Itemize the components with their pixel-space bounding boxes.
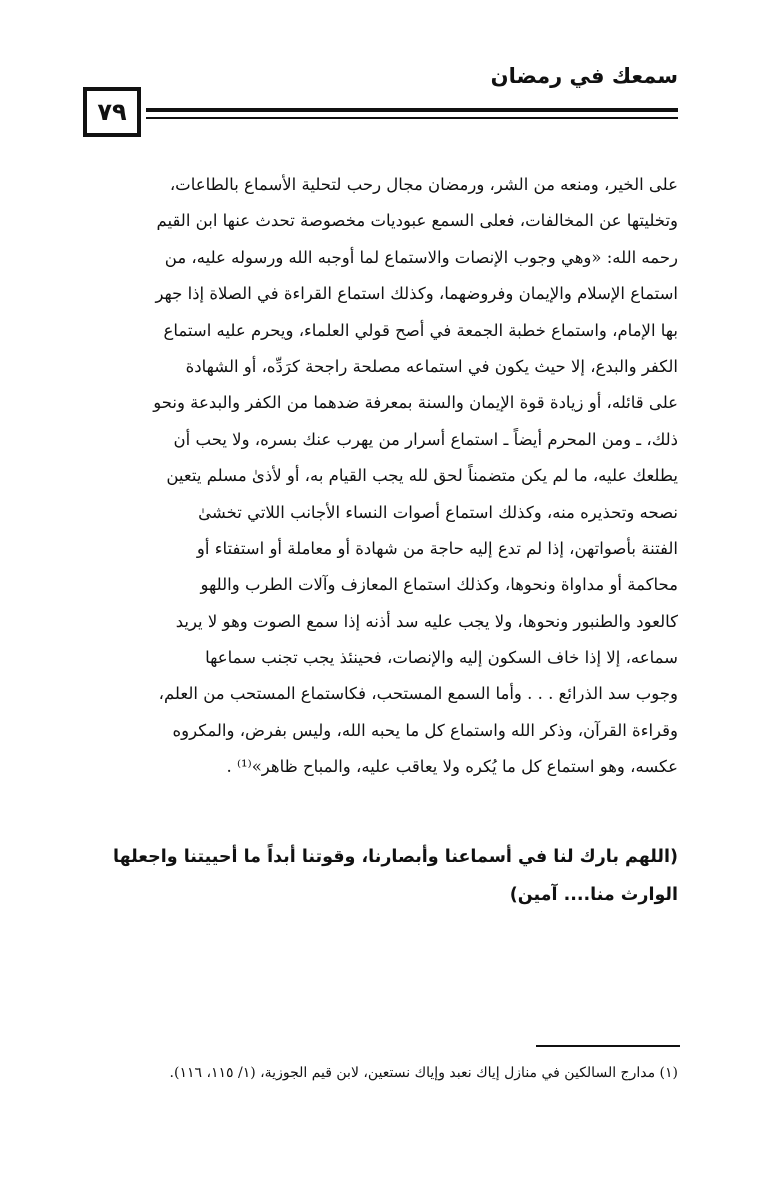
paragraph-line: استماع الإسلام والإيمان وفروضهما، وكذلك استماع القراءة في الصلاة إذا جهر [155, 284, 678, 304]
paragraph-line: سماعه، إلا إذا خاف السكون إليه والإنصات، فحينئذ يجب تجنب سماعها [205, 648, 678, 668]
header-rule-thin [146, 117, 678, 119]
page-number-box [83, 87, 141, 137]
dua-paragraph [74, 838, 678, 914]
paragraph-line: ذلك، ـ ومن المحرم أيضاً ـ استماع أسرار من يهرب عنك بسره، ولا يحب أن [173, 429, 678, 449]
header-rule-thick [146, 108, 678, 112]
paragraph-line: بها الإمام، واستماع خطبة الجمعة في أصح قولي العلماء، ويحرم عليه استماع [163, 320, 678, 340]
page-number: ٧٩ [97, 98, 127, 126]
dua-line: الوارث منا.... آمين) [509, 885, 678, 905]
paragraph-line: عكسه، وهو استماع كل ما يُكره ولا يعاقب عليه، والمباح ظاهر»⁽¹⁾ . [226, 757, 678, 777]
paragraph-line: محاكمة أو مداواة ونحوها، وكذلك استماع المعازف وآلات الطرب واللهو [200, 575, 678, 595]
paragraph-line: الكفر والبدع، إلا حيث يكون في استماعه مصلحة راجحة كرَدِّه، أو الشهادة [185, 356, 678, 376]
footnote-separator [536, 1045, 680, 1047]
paragraph-line: على قائله، أو زيادة قوة الإيمان والسنة بمعرفة ضدهما من الكفر والبدعة ونحو [153, 393, 678, 413]
paragraph-line: على الخير، ومنعه من الشر، ورمضان مجال رحب لتحلية الأسماع بالطاعات، [169, 175, 678, 194]
paragraph-line: يطلعك عليه، ما لم يكن متضمناً لحق لله يجب القيام به، أو لأذىٰ مسلم يتعين [166, 466, 678, 486]
running-header-title: سمعك في رمضان [490, 64, 678, 88]
main-paragraph [74, 167, 678, 786]
footnote: (١) مدارج السالكين في منازل إياك نعبد وإياك نستعين، لابن قيم الجوزية، (١/ ١١٥، ١١٦). [169, 1065, 678, 1081]
paragraph-line: الفتنة بأصواتهن، إذا لم تدع إليه حاجة من شهادة أو معاملة أو استفتاء أو [196, 538, 678, 558]
paragraph-line: كالعود والطنبور ونحوها، ولا يجب عليه سد أذنه إذا سمع الصوت وهو لا يريد [175, 611, 678, 631]
paragraph-line: وجوب سد الذرائع . . . وأما السمع المستحب، فكاستماع المستحب من العلم، [158, 684, 678, 704]
dua-line: (اللهم بارك لنا في أسماعنا وأبصارنا، وقوتنا أبداً ما أحييتنا واجعلها [113, 847, 678, 867]
paragraph-line: رحمه الله: «وهي وجوب الإنصات والاستماع لما أوجبه الله ورسوله عليه، من [164, 247, 678, 267]
paragraph-line: وتخليتها عن المخالفات، فعلى السمع عبوديات مخصوصة تحدث عنها ابن القيم [156, 211, 678, 231]
paragraph-line: نصحه وتحذيره منه، وكذلك استماع أصوات النساء الأجانب اللاتي تخشىٰ [198, 502, 678, 522]
paragraph-line: وقراءة القرآن، وذكر الله واستماع كل ما يحبه الله، وليس بفرض، والمكروه [172, 720, 678, 740]
